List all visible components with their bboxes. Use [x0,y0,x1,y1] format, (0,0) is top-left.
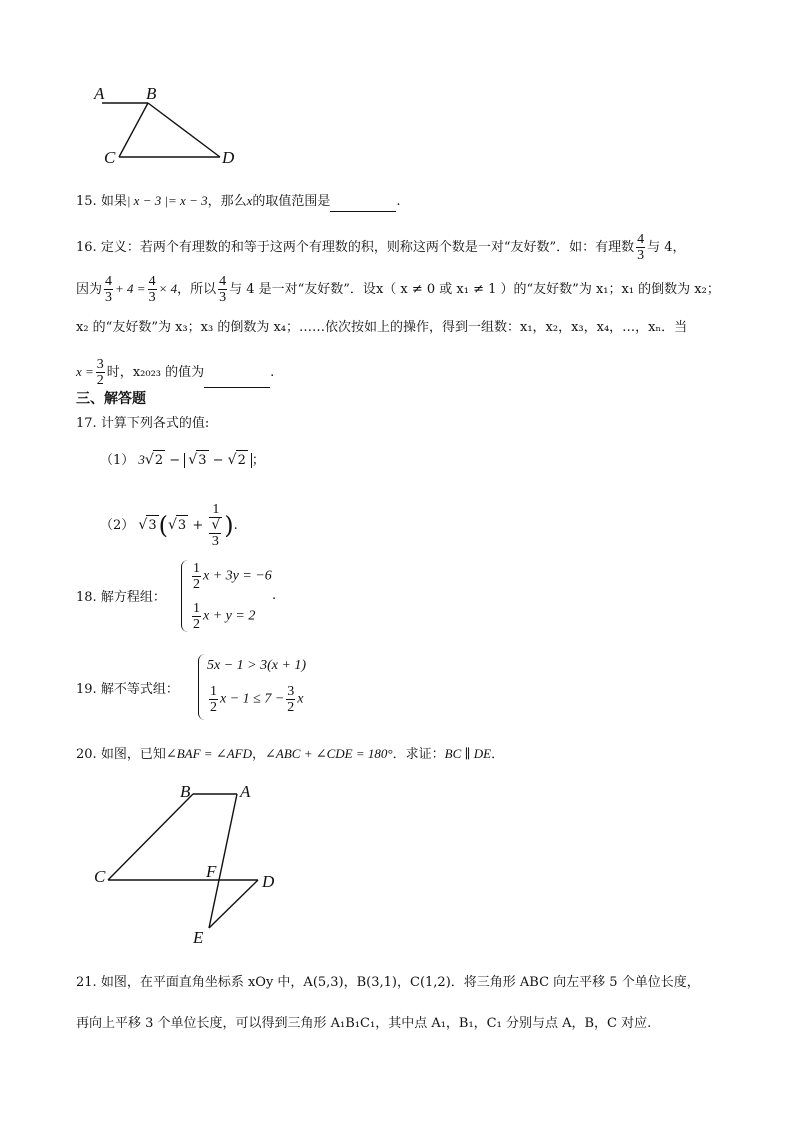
segment-ae [209,794,237,928]
segment-bc [108,794,193,880]
question-18: 18. 解方程组： [76,590,166,605]
fraction: $\frac{4}{3}$ [637,232,645,263]
question-17: 17. 计算下列各式的值: [76,416,210,431]
question-number: 16. [76,240,97,255]
point-label-a: A [240,782,251,801]
system-brace [181,560,190,632]
point-label-b: B [146,84,157,103]
question-17-part-1: （1） 3√2 − √3 − √2 ； [100,450,265,471]
answer-blank[interactable] [204,373,270,388]
question-21-line-2: 再向上平移 3 个单位长度，可以得到三角形 A₁B₁C₁，其中点 A₁，B₁，C₁ 分别与点 A，B，C 对应. [76,1016,652,1031]
point-label-a: A [94,84,105,103]
point-label-c: C [94,867,106,886]
segment-bc [119,103,148,157]
equation-1: $\frac{1}{2}$ x + 3y = −6 [193,561,272,592]
segment-de [209,880,258,928]
question-number: 17. [76,416,97,431]
segment-bd [148,103,220,157]
section-title: 三、解答题 [76,391,146,407]
question-20: 20. 如图，已知∠BAF = ∠AFD，∠ABC + ∠CDE = 180°．求证：BC ∥ DE． [76,746,505,762]
figure-2-geometry [100,780,290,945]
equation-2: $\frac{1}{2}$ x + y = 2 [193,601,256,632]
question-number: 15. [76,194,97,209]
question-21-line-1: 21. 如图，在平面直角坐标系 xOy 中，A(5,3)，B(3,1)，C(1,2)．将三角形 ABC 向左平移 5 个单位长度， [76,975,700,990]
question-17-part-2: （2） √3(√3 + 1 √ 3 ). [100,502,238,549]
question-number: 19. [76,682,97,697]
question-number: 18. [76,590,97,605]
point-label-d: D [222,148,235,167]
question-number: 20. [76,747,97,762]
question-16-line-3: x₂ 的“友好数”为 x₃；x₃ 的倒数为 x₄；……依次按如上的操作，得到一组数：x₁，x₂，x₃，x₄，…，xₙ．当 [76,320,688,335]
inequality-2: $\frac{1}{2}$ x − 1 ≤ 7 − $\frac{3}{2}$ x [210,684,304,715]
point-label-b: B [180,782,191,801]
inequality-1: 5x − 1 > 3(x + 1) [207,658,307,673]
equation: | x − 3 |= x − 3 [126,193,208,208]
system-brace [198,654,207,720]
question-16-line-2: 因为 $\frac{4}{3}$ + 4 = $\frac{4}{3}$ × 4，所以 $\frac{4}{3}$ 与 4 是一对“友好数”．设x（ x ≠ 0 或 x₁ ≠ 1 ）的“友好数”为 x₁；x₁ 的倒数为 x₂； [76,274,720,305]
question-number: 21. [76,975,97,990]
point-label-d: D [262,872,275,891]
point-label-f: F [206,862,217,881]
point-label-e: E [193,928,204,947]
answer-blank[interactable] [330,197,396,212]
question-16-line-1: 16. 定义：若两个有理数的和等于这两个有理数的积，则称这两个数是一对“友好数”．如：有理数 $\frac{4}{3}$ 与 4， [76,232,686,263]
question-15: 15. 如果| x − 3 |= x − 3，那么x的取值范围是 . [76,191,401,212]
point-label-c: C [104,148,116,167]
question-19: 19. 解不等式组： [76,682,179,697]
question-16-line-4: x = $\frac{3}{2}$ 时，x₂₀₂₃ 的值为 . [76,357,275,388]
